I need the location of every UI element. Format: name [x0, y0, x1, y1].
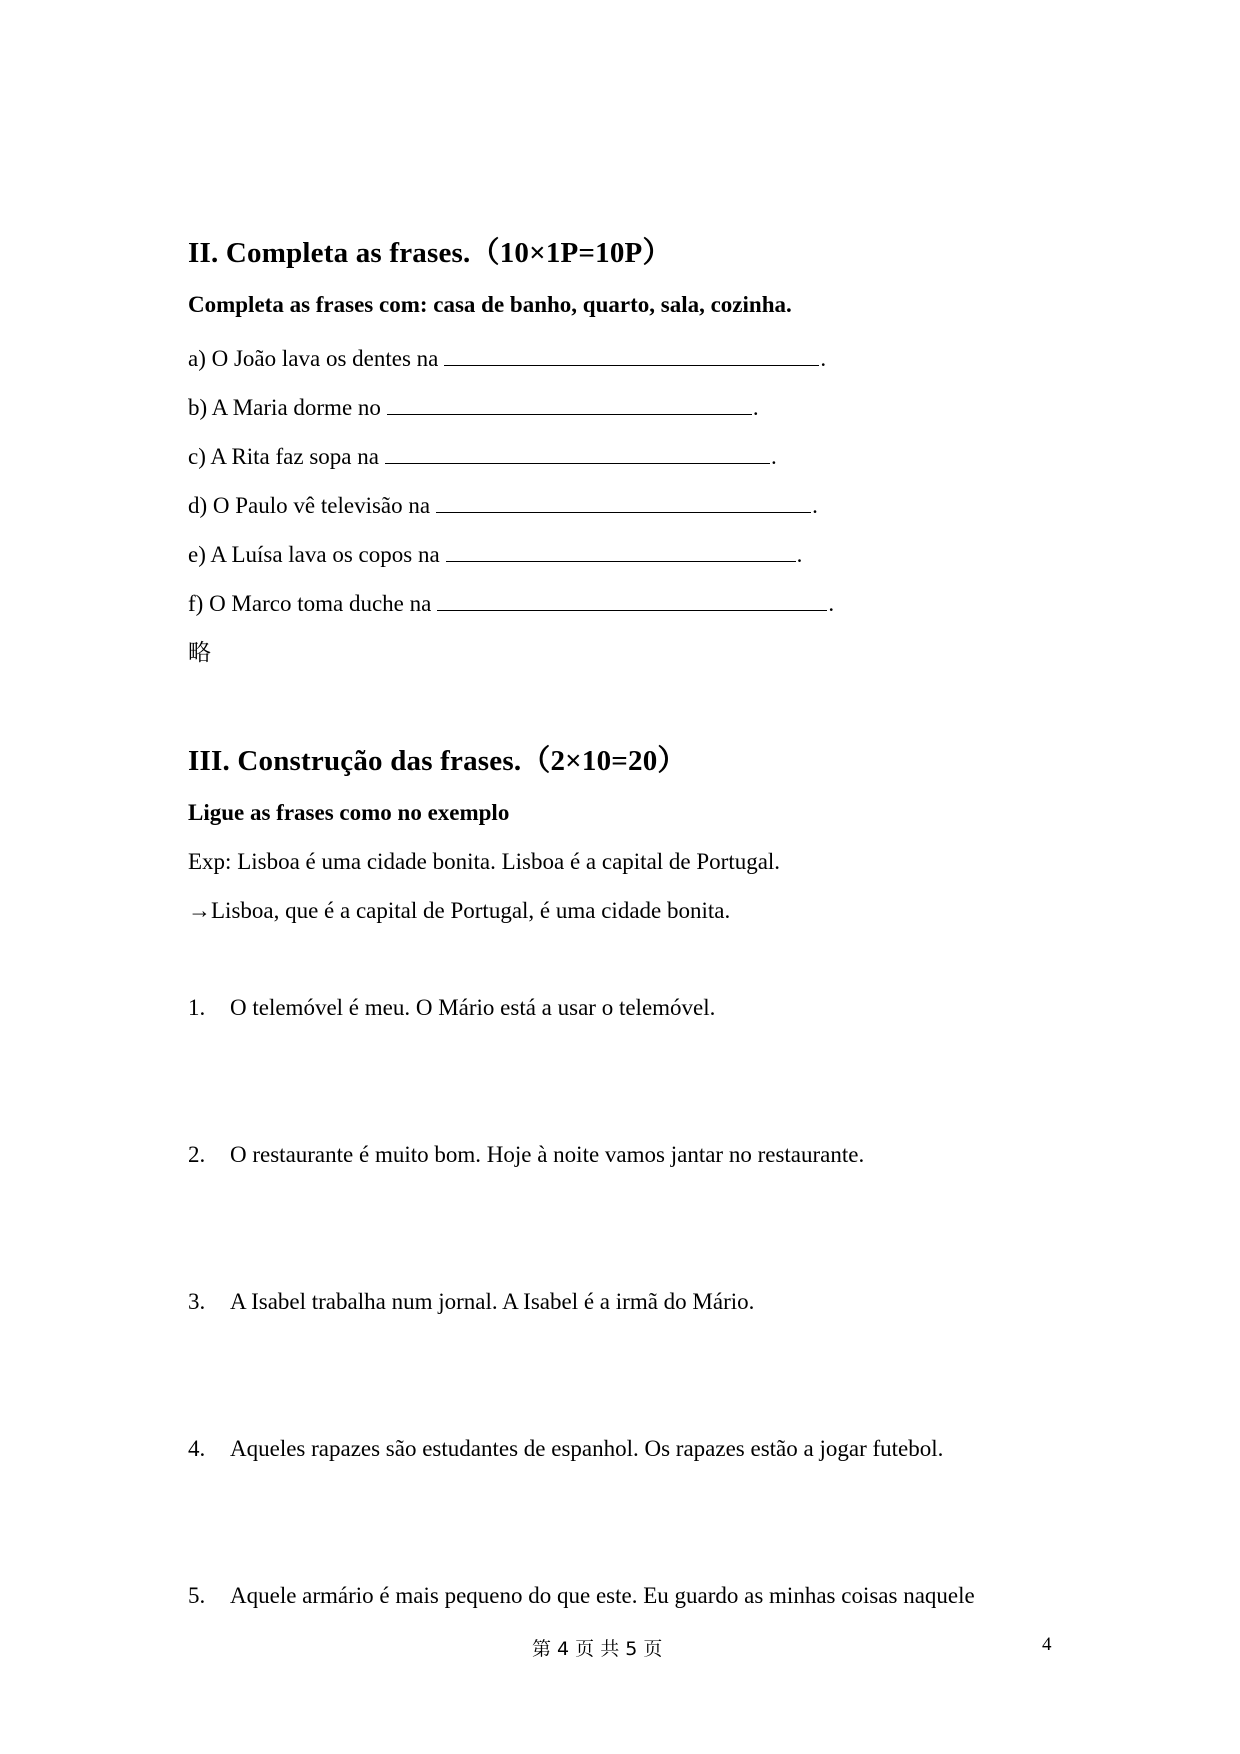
construction-item-2: [188, 1142, 864, 1168]
fill-item-e: [188, 537, 802, 568]
fill-item-end: .: [796, 542, 803, 567]
construction-item-1: [188, 995, 715, 1021]
fill-item-text: b) A Maria dorme no: [188, 395, 381, 420]
section-2-title: II. Completa as frases.（10×1P=10P）: [188, 237, 672, 269]
item-number: 5.: [188, 1583, 206, 1608]
item-number: 1.: [188, 995, 206, 1020]
item-number: 4.: [188, 1436, 206, 1461]
fill-item-a: [188, 341, 826, 372]
example-sentence: Exp: Lisboa é uma cidade bonita. Lisboa é a capital de Portugal.: [188, 849, 781, 874]
fill-item-text: e) A Luísa lava os copos na: [188, 542, 440, 567]
page-number: 4: [1042, 1634, 1052, 1655]
construction-item-4: [188, 1436, 943, 1462]
fill-item-f: [188, 586, 834, 617]
answer-blank[interactable]: [446, 537, 796, 562]
construction-item-5: [188, 1583, 975, 1609]
fill-item-end: .: [812, 493, 818, 518]
fill-item-text: a) O João lava os dentes na: [188, 346, 439, 371]
item-text: Aquele armário é mais pequeno do que este. Eu guardo as minhas coisas naquele: [230, 1583, 975, 1608]
fill-item-b: [188, 390, 759, 421]
item-text: A Isabel trabalha num jornal. A Isabel é a irmã do Mário.: [230, 1289, 755, 1314]
answer-blank[interactable]: [436, 488, 811, 513]
page-footer-label: 第 4 页 共 5 页: [532, 1638, 663, 1660]
fill-item-text: c) A Rita faz sopa na: [188, 444, 379, 469]
answer-blank[interactable]: [385, 439, 770, 464]
section-3-instruction: Ligue as frases como no exemplo: [188, 800, 510, 825]
fill-item-d: [188, 488, 818, 519]
example-answer: →Lisboa, que é a capital de Portugal, é uma cidade bonita.: [188, 898, 731, 923]
item-number: 2.: [188, 1142, 206, 1167]
fill-item-end: .: [752, 395, 759, 420]
item-text: O restaurante é muito bom. Hoje à noite vamos jantar no restaurante.: [230, 1142, 865, 1167]
item-number: 3.: [188, 1289, 206, 1314]
construction-item-3: [188, 1289, 754, 1315]
omitted-mark: 略: [188, 640, 211, 666]
fill-item-end: .: [828, 591, 835, 616]
section-3-title: III. Construção das frases.（2×10=20）: [188, 745, 687, 777]
item-text: O telemóvel é meu. O Mário está a usar o telemóvel.: [230, 995, 716, 1020]
fill-item-text: d) O Paulo vê televisão na: [188, 493, 431, 518]
section-2-instruction: Completa as frases com: casa de banho, quarto, sala, cozinha.: [188, 292, 792, 317]
answer-blank[interactable]: [387, 390, 752, 415]
answer-blank[interactable]: [444, 341, 819, 366]
fill-item-c: [188, 439, 777, 470]
fill-item-end: .: [770, 444, 777, 469]
item-text: Aqueles rapazes são estudantes de espanhol. Os rapazes estão a jogar futebol.: [230, 1436, 944, 1461]
answer-blank[interactable]: [437, 586, 827, 611]
fill-item-end: .: [820, 346, 827, 371]
fill-item-text: f) O Marco toma duche na: [188, 591, 432, 616]
